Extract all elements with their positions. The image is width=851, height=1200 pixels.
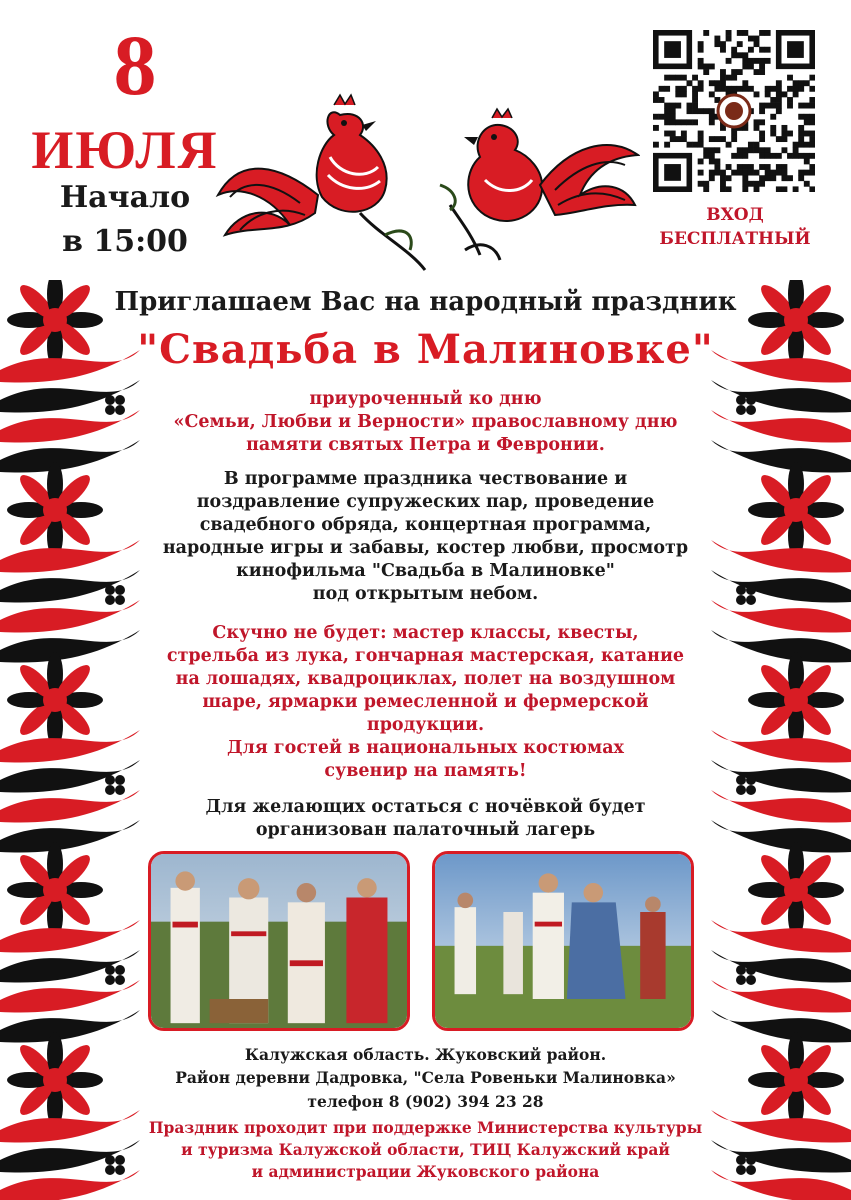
free-entry-line2: БЕСПЛАТНЫЙ	[659, 229, 811, 249]
text-line: на лошадях, квадроциклах, полет на воздушном	[175, 669, 676, 689]
qr-code[interactable]	[653, 30, 815, 192]
text-line: продукции.	[366, 715, 485, 735]
free-entry-line1: ВХОД	[706, 205, 764, 225]
start-label: Начало	[59, 180, 191, 215]
text-line: и туризма Калужской области, ТИЦ Калужский край	[181, 1140, 670, 1159]
text-line: шаре, ярмарки ремесленной и фермерской	[202, 692, 649, 712]
text-line: Для гостей в национальных костюмах	[227, 738, 624, 758]
left-floral-ornament	[0, 280, 150, 1200]
text-line: и администрации Жуковского района	[251, 1162, 600, 1181]
free-entry-label	[640, 203, 830, 251]
right-bird-icon	[440, 109, 638, 260]
text-line: сувенир на память!	[324, 761, 527, 781]
program-paragraph	[140, 468, 711, 606]
text-line: стрельба из лука, гончарная мастерская, катание	[166, 646, 685, 666]
text-line: памяти святых Петра и Февронии.	[246, 435, 605, 455]
folk-birds-illustration	[210, 85, 640, 275]
left-bird-icon	[218, 95, 425, 270]
text-line: Для желающих остаться с ночёвкой будет	[205, 797, 646, 817]
text-line: свадебного обряда, концертная программа,	[199, 515, 652, 535]
date-day: 8	[113, 17, 157, 113]
support-note	[120, 1117, 731, 1183]
phone-number[interactable]: телефон 8 (902) 394 23 28	[307, 1092, 544, 1111]
start-time: в 15:00	[62, 224, 188, 259]
date-month: ИЮЛЯ	[31, 120, 219, 180]
right-floral-ornament	[701, 280, 851, 1200]
text-line: поздравление супружеских пар, проведение	[196, 492, 655, 512]
photo-wedding-ceremony	[148, 851, 410, 1031]
text-line: Праздник проходит при поддержке Министерства культуры	[148, 1118, 703, 1137]
text-line: под открытым небом.	[312, 584, 539, 604]
address-location: Район деревни Дадровка, "Села Ровеньки Малиновка»	[175, 1068, 676, 1087]
activities-paragraph	[140, 622, 711, 783]
text-line: Скучно не будет: мастер классы, квесты,	[212, 623, 639, 643]
text-line: В программе праздника чествование и	[223, 469, 628, 489]
invite-heading: Приглашаем Вас на народный праздник	[114, 287, 737, 317]
text-line: «Семьи, Любви и Верности» православному дню	[173, 412, 678, 432]
event-title: "Свадьба в Малиновке"	[137, 326, 714, 373]
photo-folk-dance	[432, 851, 694, 1031]
text-line: организован палаточный лагерь	[255, 820, 596, 840]
address-region: Калужская область. Жуковский район.	[244, 1045, 607, 1064]
occasion-paragraph	[140, 388, 711, 457]
camp-paragraph	[140, 796, 711, 842]
text-line: кинофильма "Свадьба в Малиновке"	[236, 561, 615, 581]
text-line: народные игры и забавы, костер любви, просмотр	[162, 538, 689, 558]
text-line: приуроченный ко дню	[309, 389, 542, 409]
